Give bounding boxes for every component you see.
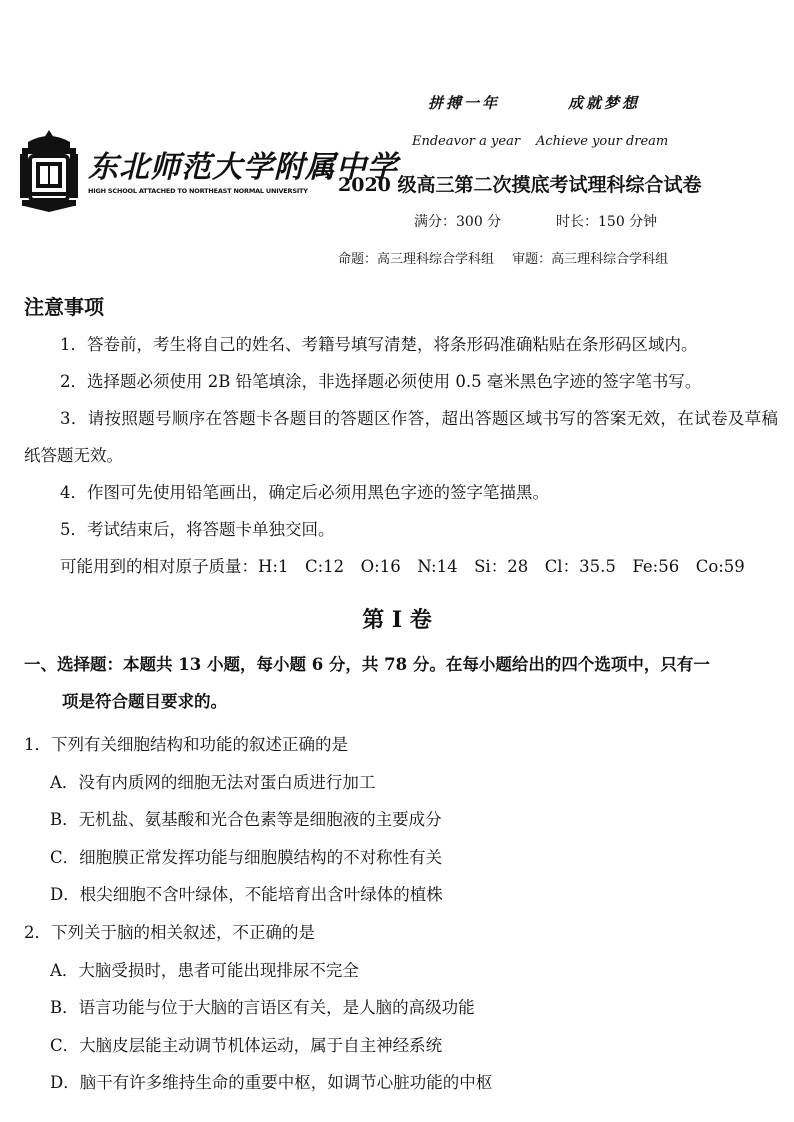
question-stem: 1．下列有关细胞结构和功能的叙述正确的是 <box>24 735 348 754</box>
slogan-cn-1: 拼搏一年 <box>428 94 501 112</box>
school-emblem-icon <box>18 128 80 212</box>
setter-text: 命题：高三理科综合学科组 <box>338 252 495 267</box>
note-item: 3．请按照题号顺序在答题卡各题目的答题区作答，超出答题区域书写的答案无效，在试卷及草稿纸答题无效。 <box>24 409 778 465</box>
notes-heading: 注意事项 <box>24 295 104 319</box>
instruction-line-1: 一、选择题：本题共 13 小题，每小题 6 分，共 78 分。在每小题给出的四个选项中，只有一 <box>24 655 710 674</box>
exam-title: 2020 级高三第二次摸底考试理科综合试卷 <box>338 174 702 196</box>
section-instructions <box>24 646 780 720</box>
question-option: B．无机盐、氨基酸和光合色素等是细胞液的主要成分 <box>50 810 442 830</box>
notes-list <box>24 326 778 585</box>
school-name-cn: 东北师范大学附属中学 <box>88 150 398 185</box>
note-item: 4．作图可先使用铅笔画出，确定后必须用黑色字迹的签字笔描黑。 <box>60 483 549 502</box>
exam-duration: 时长：150 分钟 <box>556 214 658 230</box>
slogan-cn-2: 成就梦想 <box>568 94 641 112</box>
question-option: D．根尖细胞不含叶绿体，不能培育出含叶绿体的植株 <box>50 885 443 905</box>
question-option: C．大脑皮层能主动调节机体运动，属于自主神经系统 <box>50 1035 443 1055</box>
question-stem: 2．下列关于脑的相关叙述，不正确的是 <box>24 922 315 942</box>
reviewer-text: 审题：高三理科综合学科组 <box>512 252 669 267</box>
part-title: 第 I 卷 <box>362 607 432 633</box>
question-option: B．语言功能与位于大脑的言语区有关，是人脑的高级功能 <box>50 998 475 1018</box>
author-line <box>338 248 668 267</box>
question-option: D．脑干有许多维持生命的重要中枢，如调节心脏功能的中枢 <box>50 1073 493 1093</box>
question-list <box>24 726 780 1102</box>
question-option: A．没有内质网的细胞无法对蛋白质进行加工 <box>50 772 376 792</box>
slogan-en-2: Achieve your dream <box>536 134 669 149</box>
note-item: 5．考试结束后，将答题卡单独交回。 <box>60 520 335 539</box>
school-name-en: HIGH SCHOOL ATTACHED TO NORTHEAST NORMAL UNIVERSITY <box>88 187 308 195</box>
note-item: 1．答卷前，考生将自己的姓名、考籍号填写清楚，将条形码准确粘贴在条形码区域内。 <box>60 335 698 354</box>
atomic-mass-line: 可能用到的相对原子质量：H:1 C:12 O:16 N:14 Si：28 Cl：35.5 Fe:56 Co:59 <box>60 557 745 576</box>
full-score: 满分：300 分 <box>414 214 502 230</box>
note-item: 2．选择题必须使用 2B 铅笔填涂，非选择题必须使用 0.5 毫米黑色字迹的签字笔书写。 <box>60 372 702 391</box>
instruction-line-2: 项是符合题目要求的。 <box>62 692 227 711</box>
question-option: C．细胞膜正常发挥功能与细胞膜结构的不对称性有关 <box>50 847 443 867</box>
slogan-en-1: Endeavor a year <box>412 134 521 149</box>
question-option: A．大脑受损时，患者可能出现排尿不完全 <box>50 960 359 980</box>
